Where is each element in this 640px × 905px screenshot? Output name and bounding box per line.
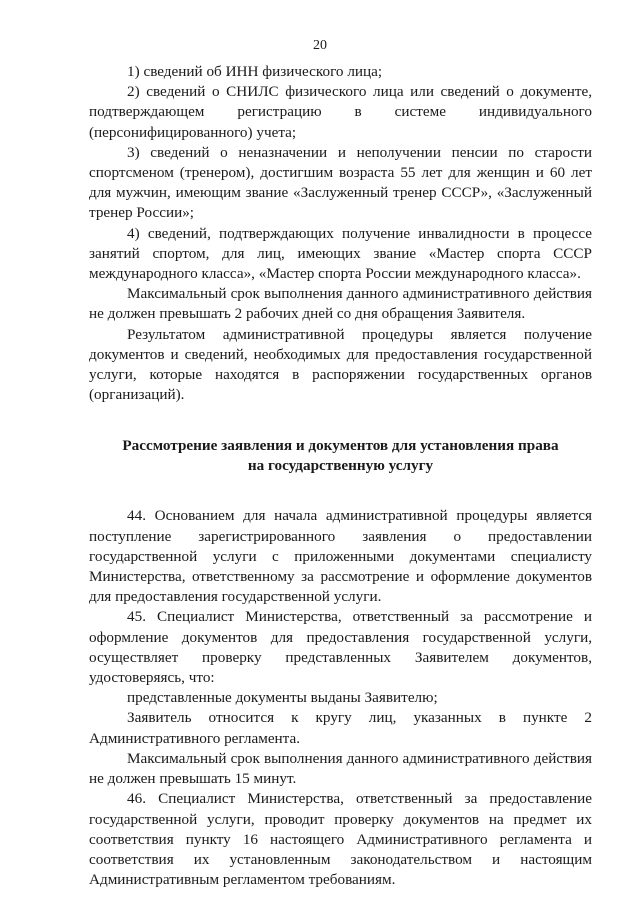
paragraph-max-term-15-min: Максимальный срок выполнения данного административного действия не должен превышать 15 минут. (89, 749, 592, 788)
paragraph-45: 45. Специалист Министерства, ответственный за рассмотрение и оформление документов для предоставления государственной услуги, осуществляет проверку представленных Заявителем документов, удостоверяясь, что: (89, 608, 592, 687)
paragraph-applicant-category: Заявитель относится к кругу лиц, указанных в пункте 2 Административного регламента. (89, 709, 592, 747)
paragraph-pension: 3) сведений о неназначении и неполучении пенсии по старости спортсменом (тренером), достигшим возраста 55 лет для женщин и 60 лет для мужчин, имеющим звание «Заслуженный тренер СССР», «Заслуженный тренер России»; (89, 143, 592, 222)
page-number: 20 (313, 38, 327, 53)
paragraph-documents-issued: представленные документы выданы Заявителю; (127, 689, 438, 707)
paragraph-snils: 2) сведений о СНИЛС физического лица или сведений о документе, подтверждающем регистрацию в системе индивидуального (персонифицированного) учета; (89, 83, 592, 141)
section-heading-line-1: Рассмотрение заявления и документов для установления права (122, 437, 559, 455)
paragraph-44: 44. Основанием для начала административной процедуры является поступление зарегистрированного заявления о предоставлении государственной услуги с приложенными документами специалисту Министерства, ответственному за рассмотрение и оформление документов для предоставления государственной услуги. (89, 507, 592, 606)
paragraph-disability: 4) сведений, подтверждающих получение инвалидности в процессе занятий спортом, для лиц, имеющих звание «Мастер спорта СССР международного класса», «Мастер спорта России международного класса». (89, 224, 592, 283)
paragraph-result: Результатом административной процедуры является получение документов и сведений, необходимых для предоставления государственной услуги, которые находятся в распоряжении государственных органов (организаций). (89, 325, 592, 404)
paragraph-46: 46. Специалист Министерства, ответственный за предоставление государственной услуги, проводит проверку документов на предмет их соответствия пункту 16 настоящего Административного регламента и соответствия их установленным законодательством и настоящим Административным регламентом требованиям. (89, 790, 592, 889)
paragraph-inn: 1) сведений об ИНН физического лица; (127, 63, 383, 80)
section-heading-line-2: на государственную услугу (247, 457, 434, 475)
section-heading (89, 436, 592, 476)
paragraph-max-term-2-days: Максимальный срок выполнения данного административного действия не должен превышать 2 рабочих дней со дня обращения Заявителя. (89, 285, 592, 323)
document-body (89, 62, 592, 890)
